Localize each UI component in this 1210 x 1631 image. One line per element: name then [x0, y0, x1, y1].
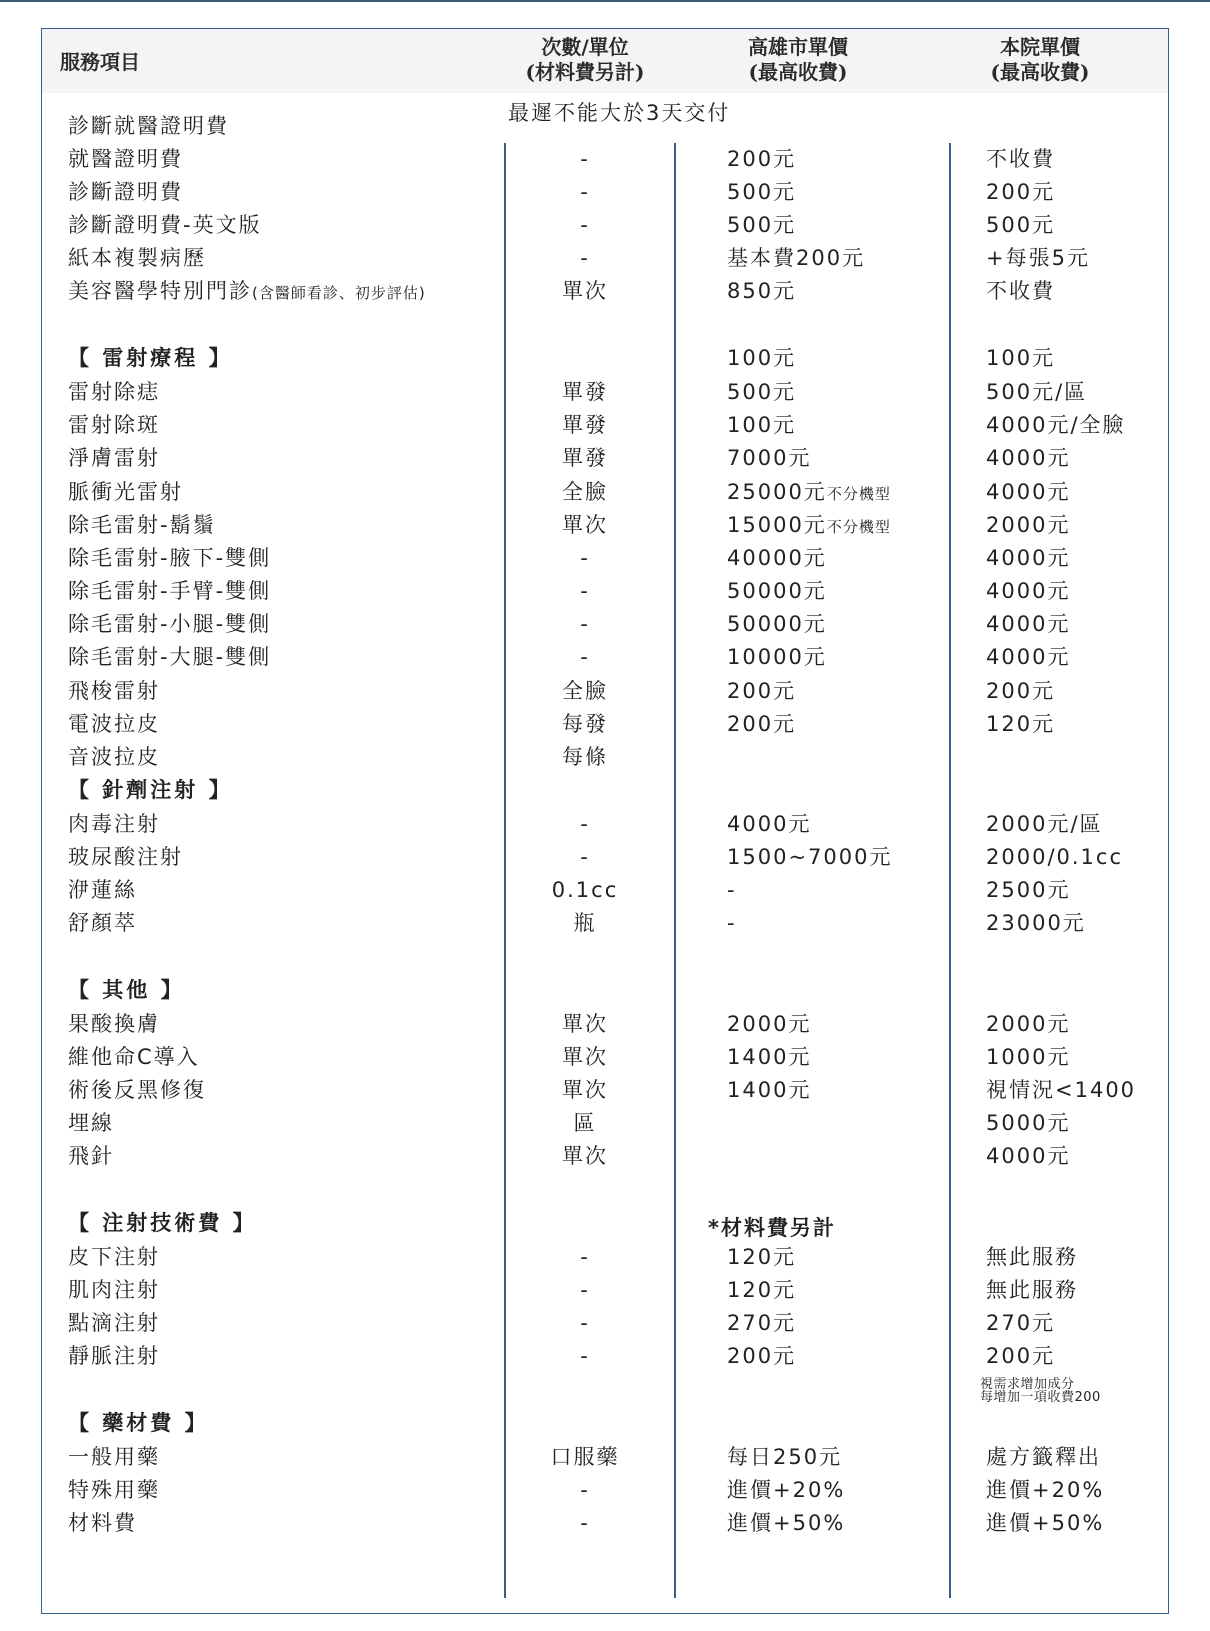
city-price-note: 不分機型	[826, 485, 891, 503]
row-our-price: 270元	[986, 1311, 1056, 1335]
row-unit: -	[580, 1245, 590, 1269]
row-item-label: 舒顏萃	[68, 911, 137, 935]
row-item-label: 材料費	[68, 1511, 137, 1535]
city-price-value: 1400元	[727, 1045, 812, 1069]
row-our-price: 2000元	[986, 1012, 1071, 1036]
row-city-price	[727, 1008, 811, 1041]
row-our-price: 4000元	[986, 1144, 1071, 1168]
city-price-value: 850元	[727, 279, 797, 303]
row-our-price: 2000元/區	[986, 812, 1103, 836]
row-item-label: 紙本複製病歷	[68, 246, 206, 270]
header-city-line2: (最高收費)	[748, 60, 848, 84]
row-unit: 每條	[562, 745, 608, 769]
row-unit: 0.1cc	[551, 878, 619, 902]
row-service-item	[68, 808, 160, 841]
row-city-price	[727, 575, 827, 608]
row-our-price: 無此服務	[986, 1278, 1078, 1302]
row-unit: 單次	[562, 279, 608, 303]
city-price-value: 200元	[727, 147, 797, 171]
row-service-item	[68, 1274, 160, 1307]
city-price-value: 4000元	[727, 812, 812, 836]
row-service-item	[68, 110, 229, 143]
city-price-value: 25000元	[727, 480, 827, 504]
row-city-price	[727, 342, 796, 375]
row-city-price	[727, 509, 891, 544]
row-item-label: 除毛雷射-鬍鬚	[68, 513, 216, 537]
header-unit-line2: (材料費另計)	[525, 60, 645, 84]
row-service-item	[68, 1041, 200, 1074]
column-divider-2	[674, 143, 676, 1598]
row-our-price: 4000元	[986, 546, 1071, 570]
row-unit: 口服藥	[550, 1445, 620, 1469]
row-our-price: 1000元	[986, 1045, 1071, 1069]
material-fee-note: *材料費另計	[708, 1216, 836, 1240]
city-price-note: 不分機型	[826, 518, 891, 536]
city-price-value: 50000元	[727, 612, 827, 636]
row-city-price	[727, 176, 796, 209]
row-our-price: 4000元	[986, 480, 1071, 504]
row-item-label: 皮下注射	[68, 1245, 160, 1269]
row-unit: -	[580, 1511, 590, 1535]
row-city-price	[727, 1041, 811, 1074]
row-service-item	[68, 708, 160, 741]
row-city-price	[727, 841, 892, 874]
row-our-price: 視情況<1400	[986, 1078, 1137, 1102]
row-item-label: 術後反黑修復	[68, 1078, 206, 1102]
row-service-item	[68, 1507, 137, 1540]
row-service-item	[68, 675, 160, 708]
header-unit-line1: 次數/單位	[541, 35, 629, 59]
row-service-item	[68, 176, 183, 209]
row-item-label: 診斷證明費-英文版	[68, 213, 262, 237]
row-unit: -	[580, 1478, 590, 1502]
city-price-value: 200元	[727, 679, 797, 703]
row-our-price: 200元	[986, 180, 1056, 204]
row-service-item	[68, 242, 206, 275]
row-our-price: 4000元/全臉	[986, 413, 1126, 437]
row-our-price: 不收費	[986, 279, 1055, 303]
row-unit: 每發	[562, 712, 608, 736]
row-item-label: 診斷就醫證明費	[68, 114, 229, 138]
row-item-label: 美容醫學特別門診	[68, 279, 252, 303]
section-heading: 【 其他 】	[68, 978, 185, 1002]
row-item-label: 音波拉皮	[68, 745, 160, 769]
row-city-price	[727, 1441, 842, 1474]
row-city-price	[727, 542, 827, 575]
row-item-label: 特殊用藥	[68, 1478, 160, 1502]
row-city-price	[727, 275, 796, 308]
header-unit	[505, 35, 665, 85]
row-service-item	[68, 841, 183, 874]
delivery-note: 最遲不能大於3天交付	[508, 101, 731, 125]
row-our-price: 500元	[986, 213, 1056, 237]
row-item-label: 玻尿酸注射	[68, 845, 183, 869]
city-price-value: 100元	[727, 346, 797, 370]
column-divider-3	[949, 143, 951, 1598]
row-our-price: 進價+50%	[986, 1511, 1105, 1535]
row-item-label: 雷射除斑	[68, 413, 160, 437]
row-service-item	[68, 608, 271, 641]
row-item-label: 除毛雷射-腋下-雙側	[68, 546, 272, 570]
row-service-item	[68, 907, 137, 940]
row-our-price: 500元/區	[986, 380, 1088, 404]
row-service-item	[68, 1474, 160, 1507]
row-item-label: 淨膚雷射	[68, 446, 160, 470]
row-our-price: 無此服務	[986, 1245, 1078, 1269]
city-price-value: 500元	[727, 380, 797, 404]
city-price-value: 270元	[727, 1311, 797, 1335]
row-item-label: 飛梭雷射	[68, 679, 160, 703]
row-unit: -	[580, 213, 590, 237]
city-price-value: 50000元	[727, 579, 827, 603]
row-item-note: (含醫師看診、初步評估)	[252, 284, 426, 302]
row-our-price: 2000/0.1cc	[986, 845, 1124, 869]
row-service-item	[68, 409, 160, 442]
row-our-price: 4000元	[986, 612, 1071, 636]
row-city-price	[727, 143, 796, 176]
row-service-item	[68, 1008, 160, 1041]
row-unit: -	[580, 147, 590, 171]
row-our-price: 5000元	[986, 1111, 1071, 1135]
row-item-label: 除毛雷射-大腿-雙側	[68, 645, 272, 669]
row-city-price	[727, 1274, 796, 1307]
header-our-price	[950, 35, 1130, 85]
row-unit: -	[580, 1278, 590, 1302]
row-city-price	[727, 209, 796, 242]
row-service-item	[68, 442, 160, 475]
row-city-price	[727, 376, 796, 409]
row-unit: 全臉	[562, 679, 608, 703]
row-unit: 單次	[562, 1078, 608, 1102]
row-our-price: 2000元	[986, 513, 1071, 537]
row-service-item	[68, 275, 426, 310]
row-unit: 區	[573, 1111, 597, 1135]
city-price-value: 500元	[727, 213, 797, 237]
row-our-price: 200元	[986, 1344, 1056, 1368]
row-city-price	[727, 1507, 845, 1540]
row-city-price	[727, 608, 827, 641]
row-our-price: 23000元	[986, 911, 1086, 935]
city-price-value: 基本費200元	[727, 246, 866, 270]
row-item-label: 飛針	[68, 1144, 114, 1168]
row-service-item	[68, 741, 160, 774]
row-city-price	[727, 641, 827, 674]
row-item-label: 肉毒注射	[68, 812, 160, 836]
row-service-item	[68, 1241, 160, 1274]
row-unit: -	[580, 546, 590, 570]
row-unit: -	[580, 812, 590, 836]
city-price-value: 500元	[727, 180, 797, 204]
section-heading: 【 針劑注射 】	[68, 778, 233, 802]
row-city-price	[727, 1241, 796, 1274]
row-our-price: 120元	[986, 712, 1056, 736]
row-our-price: 200元	[986, 679, 1056, 703]
row-item-label: 肌肉注射	[68, 1278, 160, 1302]
city-price-value: 15000元	[727, 513, 827, 537]
row-city-price	[727, 1074, 811, 1107]
city-price-value: 7000元	[727, 446, 812, 470]
row-unit: -	[580, 612, 590, 636]
row-our-price: 4000元	[986, 645, 1071, 669]
row-our-price: +每張5元	[986, 246, 1090, 270]
extra-ingredient-line2: 每增加一項收費200	[980, 1390, 1101, 1405]
city-price-value: 2000元	[727, 1012, 812, 1036]
row-service-item	[68, 1107, 114, 1140]
header-service-item: 服務項目	[60, 50, 140, 74]
row-item-label: 電波拉皮	[68, 712, 160, 736]
row-unit: -	[580, 845, 590, 869]
row-our-price: 100元	[986, 346, 1056, 370]
row-service-item	[68, 874, 137, 907]
extra-ingredient-line1: 視需求增加成分	[980, 1377, 1075, 1392]
row-our-price: 2500元	[986, 878, 1071, 902]
city-price-value: -	[727, 911, 737, 935]
city-price-value: 1400元	[727, 1078, 812, 1102]
row-our-price: 不收費	[986, 147, 1055, 171]
row-city-price	[727, 675, 796, 708]
row-unit: -	[580, 645, 590, 669]
row-item-label: 診斷證明費	[68, 180, 183, 204]
section-heading: 【 注射技術費 】	[68, 1211, 257, 1235]
city-price-value: 40000元	[727, 546, 827, 570]
row-our-price: 4000元	[986, 579, 1071, 603]
city-price-value: 120元	[727, 1278, 797, 1302]
row-service-item	[68, 509, 216, 542]
top-rule	[0, 0, 1210, 2]
header-city-price	[708, 35, 888, 85]
city-price-value: 每日250元	[727, 1445, 843, 1469]
extra-ingredient-note	[980, 1378, 1101, 1404]
row-unit: 單發	[562, 413, 608, 437]
city-price-value: 200元	[727, 712, 797, 736]
row-service-item	[68, 1140, 114, 1173]
section-heading: 【 藥材費 】	[68, 1411, 209, 1435]
row-our-price: 處方籤釋出	[986, 1445, 1101, 1469]
row-city-price	[727, 409, 796, 442]
row-item-label: 除毛雷射-手臂-雙側	[68, 579, 272, 603]
row-unit: 單次	[562, 1012, 608, 1036]
row-service-item	[68, 575, 271, 608]
row-item-label: 果酸換膚	[68, 1012, 160, 1036]
row-service-item	[68, 476, 183, 509]
row-unit: 單次	[562, 1045, 608, 1069]
city-price-value: 10000元	[727, 645, 827, 669]
row-city-price	[727, 808, 811, 841]
row-unit: 單次	[562, 513, 608, 537]
row-unit: 單發	[562, 380, 608, 404]
city-price-value: 進價+50%	[727, 1511, 846, 1535]
row-city-price	[727, 708, 796, 741]
row-service-item	[68, 542, 271, 575]
row-item-label: 就醫證明費	[68, 147, 183, 171]
row-service-item	[68, 143, 183, 176]
row-service-item	[68, 209, 262, 242]
row-unit: 單次	[562, 1144, 608, 1168]
row-unit: -	[580, 1344, 590, 1368]
section-heading: 【 雷射療程 】	[68, 346, 233, 370]
city-price-value: 200元	[727, 1344, 797, 1368]
row-our-price: 進價+20%	[986, 1478, 1105, 1502]
row-unit: -	[580, 180, 590, 204]
row-city-price	[727, 442, 811, 475]
header-city-line1: 高雄市單價	[748, 35, 848, 59]
row-unit: 單發	[562, 446, 608, 470]
row-item-label: 洢蓮絲	[68, 878, 137, 902]
row-city-price	[727, 476, 891, 511]
row-unit: -	[580, 579, 590, 603]
row-city-price	[727, 1474, 845, 1507]
city-price-value: -	[727, 878, 737, 902]
city-price-value: 1500~7000元	[727, 845, 893, 869]
row-item-label: 埋線	[68, 1111, 114, 1135]
row-unit: 全臉	[562, 480, 608, 504]
city-price-value: 進價+20%	[727, 1478, 846, 1502]
row-our-price: 4000元	[986, 446, 1071, 470]
row-service-item	[68, 1340, 160, 1373]
row-unit: -	[580, 246, 590, 270]
row-service-item	[68, 376, 160, 409]
row-service-item	[68, 1307, 160, 1340]
row-item-label: 點滴注射	[68, 1311, 160, 1335]
row-item-label: 一般用藥	[68, 1445, 160, 1469]
row-item-label: 靜脈注射	[68, 1344, 160, 1368]
row-item-label: 除毛雷射-小腿-雙側	[68, 612, 272, 636]
row-city-price	[727, 1340, 796, 1373]
row-unit: 瓶	[573, 911, 597, 935]
row-service-item	[68, 1074, 206, 1107]
row-city-price	[727, 874, 737, 907]
row-item-label: 脈衝光雷射	[68, 480, 183, 504]
row-item-label: 維他命C導入	[68, 1045, 200, 1069]
row-service-item	[68, 1441, 160, 1474]
header-ours-line1: 本院單價	[1000, 35, 1080, 59]
row-city-price	[727, 907, 737, 940]
city-price-value: 100元	[727, 413, 797, 437]
row-city-price	[727, 1307, 796, 1340]
row-city-price	[727, 242, 865, 275]
row-service-item	[68, 641, 271, 674]
city-price-value: 120元	[727, 1245, 797, 1269]
row-unit: -	[580, 1311, 590, 1335]
header-ours-line2: (最高收費)	[990, 60, 1090, 84]
row-item-label: 雷射除痣	[68, 380, 160, 404]
